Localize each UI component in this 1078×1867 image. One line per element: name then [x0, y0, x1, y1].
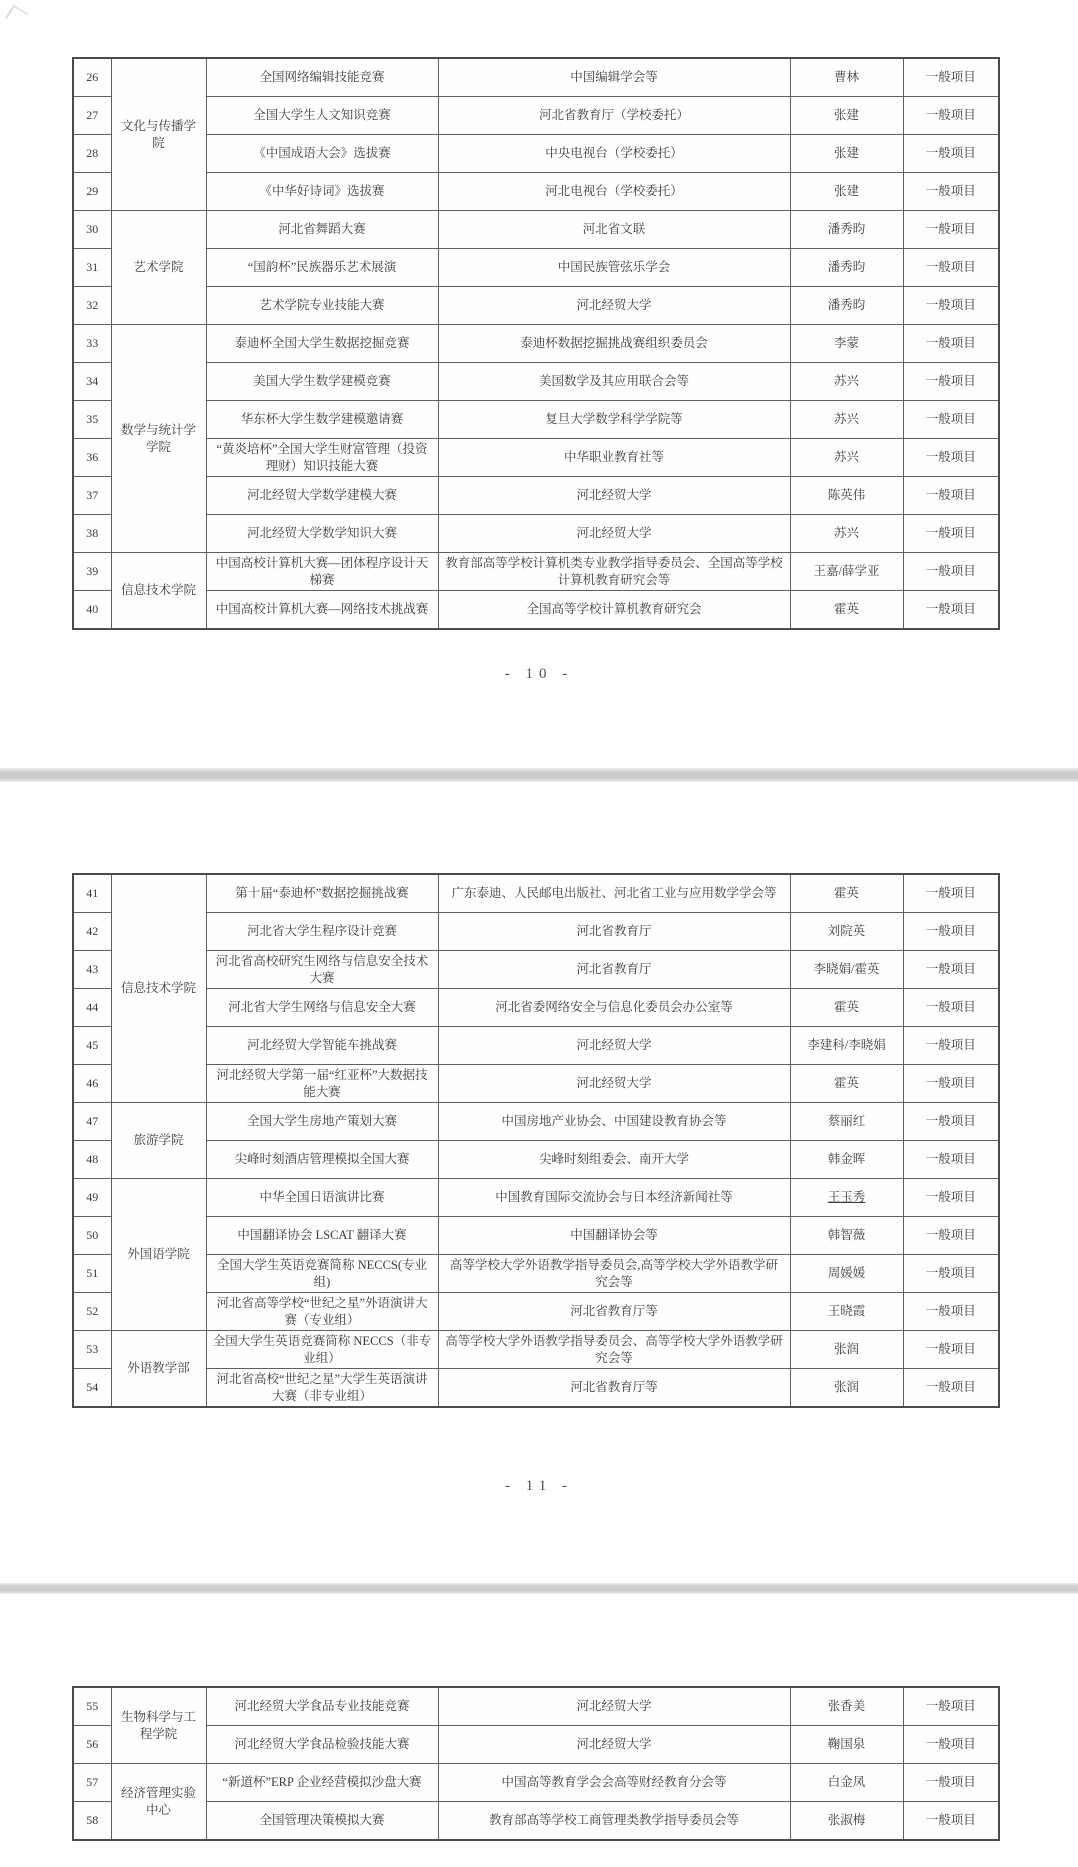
project-type-cell: 一般项目: [903, 553, 999, 591]
row-number-cell: 28: [73, 135, 111, 173]
leader-cell: 潘秀昀: [790, 249, 903, 287]
table-row: [73, 287, 999, 325]
table-row: [73, 249, 999, 287]
leader-cell: 白金凤: [790, 1764, 903, 1802]
competition-name-cell: 中华全国日语演讲比赛: [206, 1179, 438, 1217]
project-type-cell: 一般项目: [903, 951, 999, 989]
leader-cell: 周媛媛: [790, 1255, 903, 1293]
leader-cell: 张香美: [790, 1687, 903, 1726]
row-number-cell: 53: [73, 1331, 111, 1369]
project-type-cell: 一般项目: [903, 989, 999, 1027]
leader-cell: 张建: [790, 97, 903, 135]
project-type-cell: 一般项目: [903, 58, 999, 97]
competition-name-cell: 泰迪杯全国大学生数据挖掘竞赛: [206, 325, 438, 363]
row-number-cell: 27: [73, 97, 111, 135]
table-row: [73, 97, 999, 135]
page-number-11: - 11 -: [505, 1478, 573, 1494]
project-type-cell: 一般项目: [903, 1179, 999, 1217]
competition-name-cell: 河北经贸大学数学建模大赛: [206, 477, 438, 515]
competition-name-cell: 河北经贸大学智能车挑战赛: [206, 1027, 438, 1065]
project-type-cell: 一般项目: [903, 97, 999, 135]
leader-cell: 李晓娟/霍英: [790, 951, 903, 989]
row-number-cell: 37: [73, 477, 111, 515]
table-row: [73, 1293, 999, 1331]
row-number-cell: 57: [73, 1764, 111, 1802]
leader-cell: 霍英: [790, 989, 903, 1027]
leader-cell: 王嘉/薛学亚: [790, 553, 903, 591]
table-row: [73, 1217, 999, 1255]
table-row: [73, 58, 999, 97]
leader-cell: 霍英: [790, 591, 903, 630]
organizer-cell: 河北经贸大学: [438, 287, 790, 325]
competition-name-cell: 华东杯大学生数学建模邀请赛: [206, 401, 438, 439]
competition-table-page-12: [72, 1686, 1000, 1841]
row-number-cell: 41: [73, 874, 111, 913]
leader-cell: 刘院英: [790, 913, 903, 951]
competition-name-cell: 河北省高校研究生网络与信息安全技术大赛: [206, 951, 438, 989]
corner-artifact: [5, 4, 29, 27]
leader-cell: 韩金晖: [790, 1141, 903, 1179]
row-number-cell: 50: [73, 1217, 111, 1255]
competition-name-cell: 尖峰时刻酒店管理模拟全国大赛: [206, 1141, 438, 1179]
organizer-cell: 尖峰时刻组委会、南开大学: [438, 1141, 790, 1179]
project-type-cell: 一般项目: [903, 1802, 999, 1841]
row-number-cell: 36: [73, 439, 111, 477]
leader-cell: 李蒙: [790, 325, 903, 363]
competition-name-cell: 《中国成语大会》选拔赛: [206, 135, 438, 173]
leader-cell: 曹林: [790, 58, 903, 97]
competition-name-cell: 美国大学生数学建模竞赛: [206, 363, 438, 401]
leader-cell: 陈英伟: [790, 477, 903, 515]
organizer-cell: 中华职业教育社等: [438, 439, 790, 477]
row-number-cell: 54: [73, 1369, 111, 1408]
leader-cell: 鞠国泉: [790, 1726, 903, 1764]
table-row: [73, 591, 999, 630]
competition-name-cell: 河北省高等学校“世纪之星”外语演讲大赛（专业组）: [206, 1293, 438, 1331]
table-row: [73, 951, 999, 989]
row-number-cell: 29: [73, 173, 111, 211]
row-number-cell: 45: [73, 1027, 111, 1065]
row-number-cell: 38: [73, 515, 111, 553]
row-number-cell: 52: [73, 1293, 111, 1331]
row-number-cell: 44: [73, 989, 111, 1027]
competition-name-cell: 河北经贸大学第一届“红亚杯”大数据技能大赛: [206, 1065, 438, 1103]
table-row: [73, 211, 999, 249]
row-number-cell: 51: [73, 1255, 111, 1293]
organizer-cell: 河北省委网络安全与信息化委员会办公室等: [438, 989, 790, 1027]
organizer-cell: 教育部高等学校工商管理类教学指导委员会等: [438, 1802, 790, 1841]
organizer-cell: 河北经贸大学: [438, 515, 790, 553]
table-row: [73, 477, 999, 515]
organizer-cell: 河北省教育厅等: [438, 1293, 790, 1331]
leader-cell: 张建: [790, 173, 903, 211]
competition-name-cell: 中国高校计算机大赛—团体程序设计天梯赛: [206, 553, 438, 591]
table-row: [73, 515, 999, 553]
row-number-cell: 58: [73, 1802, 111, 1841]
project-type-cell: 一般项目: [903, 1255, 999, 1293]
organizer-cell: 中国教育国际交流协会与日本经济新闻社等: [438, 1179, 790, 1217]
competition-name-cell: 河北经贸大学食品检验技能大赛: [206, 1726, 438, 1764]
organizer-cell: 中国民族管弦乐学会: [438, 249, 790, 287]
competition-name-cell: 全国大学生英语竞赛简称 NECCS(专业组): [206, 1255, 438, 1293]
leader-cell: 苏兴: [790, 363, 903, 401]
table-row: [73, 325, 999, 363]
competition-name-cell: 河北省舞蹈大赛: [206, 211, 438, 249]
project-type-cell: 一般项目: [903, 1687, 999, 1726]
organizer-cell: 全国高等学校计算机教育研究会: [438, 591, 790, 630]
organizer-cell: 河北经贸大学: [438, 477, 790, 515]
row-number-cell: 34: [73, 363, 111, 401]
project-type-cell: 一般项目: [903, 211, 999, 249]
row-number-cell: 33: [73, 325, 111, 363]
leader-cell: 王玉秀: [790, 1179, 903, 1217]
project-type-cell: 一般项目: [903, 1065, 999, 1103]
organizer-cell: 广东泰迪、人民邮电出版社、河北省工业与应用数学学会等: [438, 874, 790, 913]
leader-cell: 王晓霞: [790, 1293, 903, 1331]
row-number-cell: 42: [73, 913, 111, 951]
college-cell: 数学与统计学学院: [111, 325, 206, 553]
project-type-cell: 一般项目: [903, 325, 999, 363]
table-row: [73, 1687, 999, 1726]
leader-cell: 霍英: [790, 874, 903, 913]
table-row: [73, 1141, 999, 1179]
organizer-cell: 教育部高等学校计算机类专业教学指导委员会、全国高等学校计算机教育研究会等: [438, 553, 790, 591]
row-number-cell: 32: [73, 287, 111, 325]
project-type-cell: 一般项目: [903, 1103, 999, 1141]
project-type-cell: 一般项目: [903, 1369, 999, 1408]
organizer-cell: 河北经贸大学: [438, 1065, 790, 1103]
row-number-cell: 40: [73, 591, 111, 630]
table-row: [73, 1179, 999, 1217]
table-row: [73, 135, 999, 173]
page-separator-band: [0, 1583, 1078, 1594]
table-row: [73, 1726, 999, 1764]
table-row: [73, 1369, 999, 1408]
project-type-cell: 一般项目: [903, 1217, 999, 1255]
competition-name-cell: 《中华好诗词》选拔赛: [206, 173, 438, 211]
project-type-cell: 一般项目: [903, 249, 999, 287]
leader-cell: 霍英: [790, 1065, 903, 1103]
college-cell: 外国语学院: [111, 1179, 206, 1331]
table-row: [73, 553, 999, 591]
table-row: [73, 1065, 999, 1103]
table-row: [73, 1255, 999, 1293]
table-row: [73, 1802, 999, 1841]
competition-table-page-10: [72, 57, 1000, 630]
row-number-cell: 35: [73, 401, 111, 439]
competition-name-cell: 河北经贸大学数学知识大赛: [206, 515, 438, 553]
project-type-cell: 一般项目: [903, 1726, 999, 1764]
project-type-cell: 一般项目: [903, 1141, 999, 1179]
project-type-cell: 一般项目: [903, 874, 999, 913]
competition-name-cell: 艺术学院专业技能大赛: [206, 287, 438, 325]
row-number-cell: 48: [73, 1141, 111, 1179]
organizer-cell: 复旦大学数学科学学院等: [438, 401, 790, 439]
project-type-cell: 一般项目: [903, 287, 999, 325]
college-cell: 外语教学部: [111, 1331, 206, 1408]
organizer-cell: 河北省教育厅: [438, 951, 790, 989]
leader-cell: 苏兴: [790, 439, 903, 477]
leader-cell: 蔡丽红: [790, 1103, 903, 1141]
project-type-cell: 一般项目: [903, 1764, 999, 1802]
competition-name-cell: 中国翻译协会 LSCAT 翻译大赛: [206, 1217, 438, 1255]
row-number-cell: 46: [73, 1065, 111, 1103]
competition-name-cell: “国韵杯”民族器乐艺术展演: [206, 249, 438, 287]
project-type-cell: 一般项目: [903, 135, 999, 173]
college-cell: 信息技术学院: [111, 553, 206, 630]
organizer-cell: 中国编辑学会等: [438, 58, 790, 97]
leader-cell: 张建: [790, 135, 903, 173]
row-number-cell: 39: [73, 553, 111, 591]
row-number-cell: 31: [73, 249, 111, 287]
competition-name-cell: 河北省高校“世纪之星”大学生英语演讲大赛（非专业组）: [206, 1369, 438, 1408]
leader-cell: 李建科/李晓娟: [790, 1027, 903, 1065]
project-type-cell: 一般项目: [903, 591, 999, 630]
leader-cell: 韩智薇: [790, 1217, 903, 1255]
competition-name-cell: 全国大学生房地产策划大赛: [206, 1103, 438, 1141]
project-type-cell: 一般项目: [903, 1293, 999, 1331]
project-type-cell: 一般项目: [903, 913, 999, 951]
competition-name-cell: 全国大学生人文知识竞赛: [206, 97, 438, 135]
table-row: [73, 401, 999, 439]
table-row: [73, 363, 999, 401]
table-row: [73, 1103, 999, 1141]
row-number-cell: 43: [73, 951, 111, 989]
competition-table-page-11: [72, 873, 1000, 1408]
college-cell: 旅游学院: [111, 1103, 206, 1179]
organizer-cell: 河北省教育厅（学校委托）: [438, 97, 790, 135]
leader-cell: 张润: [790, 1369, 903, 1408]
organizer-cell: 中国高等教育学会会高等财经教育分会等: [438, 1764, 790, 1802]
organizer-cell: 河北电视台（学校委托）: [438, 173, 790, 211]
leader-cell: 苏兴: [790, 401, 903, 439]
project-type-cell: 一般项目: [903, 401, 999, 439]
college-cell: 信息技术学院: [111, 874, 206, 1103]
leader-cell: 张淑梅: [790, 1802, 903, 1841]
leader-cell: 潘秀昀: [790, 211, 903, 249]
college-cell: 生物科学与工程学院: [111, 1687, 206, 1764]
college-cell: 文化与传播学院: [111, 58, 206, 211]
table-row: [73, 1331, 999, 1369]
row-number-cell: 30: [73, 211, 111, 249]
organizer-cell: 河北省文联: [438, 211, 790, 249]
college-cell: 艺术学院: [111, 211, 206, 325]
organizer-cell: 河北经贸大学: [438, 1027, 790, 1065]
competition-name-cell: “新道杯”ERP 企业经营模拟沙盘大赛: [206, 1764, 438, 1802]
row-number-cell: 26: [73, 58, 111, 97]
organizer-cell: 中央电视台（学校委托）: [438, 135, 790, 173]
organizer-cell: 中国房地产业协会、中国建设教育协会等: [438, 1103, 790, 1141]
competition-name-cell: 河北省大学生网络与信息安全大赛: [206, 989, 438, 1027]
table-row: [73, 173, 999, 211]
organizer-cell: 河北省教育厅等: [438, 1369, 790, 1408]
row-number-cell: 55: [73, 1687, 111, 1726]
table-row: [73, 913, 999, 951]
table-row: [73, 874, 999, 913]
organizer-cell: 河北经贸大学: [438, 1687, 790, 1726]
row-number-cell: 56: [73, 1726, 111, 1764]
organizer-cell: 河北省教育厅: [438, 913, 790, 951]
college-cell: 经济管理实验中心: [111, 1764, 206, 1841]
leader-cell: 苏兴: [790, 515, 903, 553]
organizer-cell: 泰迪杯数据挖掘挑战赛组织委员会: [438, 325, 790, 363]
table-row: [73, 1027, 999, 1065]
competition-name-cell: 全国大学生英语竞赛简称 NECCS（非专业组）: [206, 1331, 438, 1369]
competition-name-cell: 全国管理决策模拟大赛: [206, 1802, 438, 1841]
organizer-cell: 中国翻译协会等: [438, 1217, 790, 1255]
project-type-cell: 一般项目: [903, 1331, 999, 1369]
project-type-cell: 一般项目: [903, 173, 999, 211]
table-row: [73, 989, 999, 1027]
table-row: [73, 439, 999, 477]
leader-cell: 张润: [790, 1331, 903, 1369]
row-number-cell: 47: [73, 1103, 111, 1141]
organizer-cell: 美国数学及其应用联合会等: [438, 363, 790, 401]
project-type-cell: 一般项目: [903, 477, 999, 515]
competition-name-cell: 河北省大学生程序设计竞赛: [206, 913, 438, 951]
competition-name-cell: 第十届“泰迪杯”数据挖掘挑战赛: [206, 874, 438, 913]
competition-name-cell: “黄炎培杯”全国大学生财富管理（投资理财）知识技能大赛: [206, 439, 438, 477]
project-type-cell: 一般项目: [903, 363, 999, 401]
project-type-cell: 一般项目: [903, 515, 999, 553]
organizer-cell: 高等学校大学外语教学指导委员会、高等学校大学外语教学研究会等: [438, 1331, 790, 1369]
row-number-cell: 49: [73, 1179, 111, 1217]
table-row: [73, 1764, 999, 1802]
page-separator-band: [0, 768, 1078, 782]
organizer-cell: 河北经贸大学: [438, 1726, 790, 1764]
competition-name-cell: 河北经贸大学食品专业技能竞赛: [206, 1687, 438, 1726]
organizer-cell: 高等学校大学外语教学指导委员会,高等学校大学外语教学研究会等: [438, 1255, 790, 1293]
page-number-10: - 10 -: [504, 666, 574, 682]
competition-name-cell: 全国网络编辑技能竞赛: [206, 58, 438, 97]
project-type-cell: 一般项目: [903, 439, 999, 477]
competition-name-cell: 中国高校计算机大赛—网络技术挑战赛: [206, 591, 438, 630]
leader-cell: 潘秀昀: [790, 287, 903, 325]
project-type-cell: 一般项目: [903, 1027, 999, 1065]
